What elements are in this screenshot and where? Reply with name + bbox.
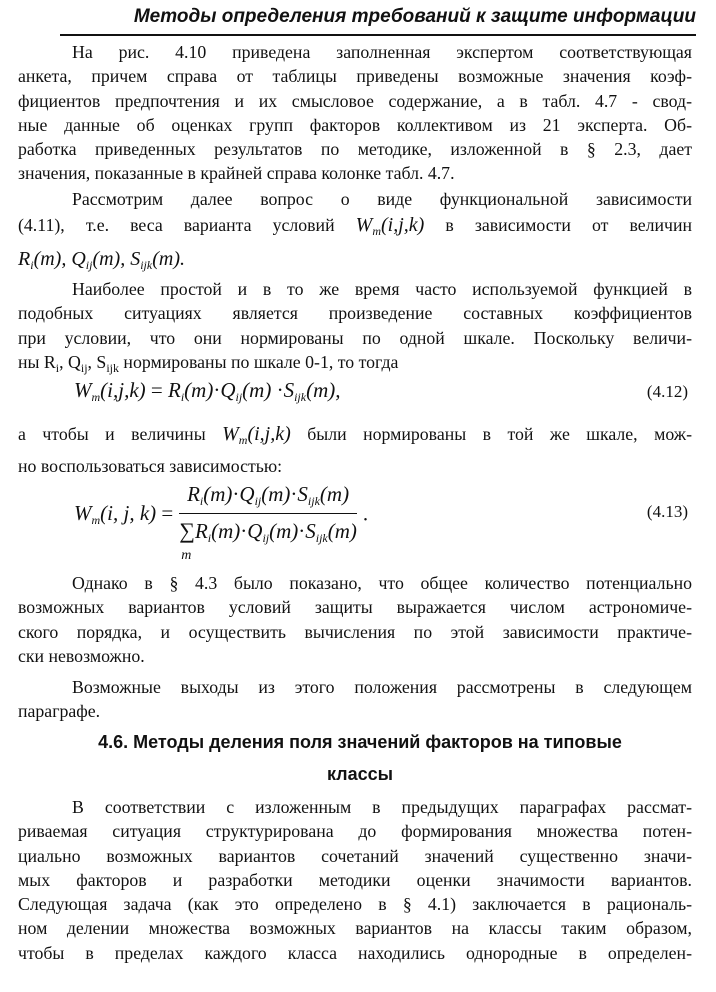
text-line: чтобы в пределах каждого класса находились однородные в определен- (18, 942, 692, 963)
text-line: фициентов предпочтения и их смысловое содержание, а в табл. 4.7 - свод- (18, 90, 692, 111)
text-line: ном делении множества возможных вариантов на классы таким образом, (18, 918, 692, 939)
text-line: ные данные об оценках групп факторов коллективом из 21 эксперта. Об- (18, 114, 692, 135)
paragraph-5 (18, 571, 692, 668)
text-line: параграфе. (18, 701, 101, 722)
fraction-numerator: $R_i(m)\cdot Q_{ij}(m)\cdot S_{ijk}(m)$ (179, 482, 357, 514)
text-line: ски невозможно. (18, 645, 145, 666)
equation-number: (4.12) (646, 382, 688, 401)
paragraph-2 (18, 187, 692, 279)
text-line: Наиболее простой и в то же время часто используемой функцией в (72, 279, 692, 299)
text-line: значения, показанные в крайней справа колонке табл. 4.7. (18, 163, 455, 184)
text-line: возможных вариантов условий защиты выражается числом астрономиче- (18, 597, 692, 618)
weight-symbol: $W_m(i,j,k)$ (355, 214, 425, 239)
equation-number: (4.13) (646, 502, 688, 521)
text-line: ского порядка, и осуществить вычисления по этой зависимости практиче- (18, 621, 692, 642)
text-line: ны $R_i$, $Q_{ij}$, $S_{ijk}$ нормированы по шкале 0-1, то тогда (18, 351, 399, 375)
text-line: Однако в § 4.3 было показано, что общее количество потенциально (72, 573, 692, 593)
text-line: работка приведенных результатов по методике, изложенной в § 2.3, дает (18, 139, 692, 160)
paragraph-1 (18, 40, 692, 186)
section-heading-line: 4.6. Методы деления поля значений факторов на типовые (98, 732, 622, 752)
text-fragment: (4.11), т.е. веса варианта условий (18, 215, 335, 236)
text-line (18, 211, 692, 245)
section-heading-line: классы (326, 764, 394, 784)
equation-4-12 (18, 378, 692, 412)
paragraph-7 (18, 795, 692, 965)
paragraph-6 (18, 675, 692, 724)
sum-index: m (181, 548, 192, 563)
variables-line: $R_i(m)$, $Q_{ij}(m)$, $S_{ijk}(m)$. (18, 248, 185, 273)
text-line: а чтобы и величины $W_m(i,j,k)$ были нормированы в той же шкале, мож- (18, 423, 692, 447)
text-line: риваемая ситуация структурирована до формирования множества потен- (18, 821, 692, 842)
equation-expression: $W_m(i$, j, k) = $R_i(m)\cdot Q_{ij}(m)\cdot S_{ijk}(m)$ $\sum R_i(m)\cdot Q_{ij}(m)\cdot S_{ijk}(m)$ m . (74, 482, 369, 563)
weight-symbol: $W_m(i,j,k)$ (222, 423, 291, 447)
text-line: но воспользоваться зависимостью: (18, 456, 283, 476)
paragraph-4 (18, 420, 692, 478)
section-heading (40, 728, 680, 788)
equation-4-13 (18, 478, 692, 563)
text-line: Возможные выходы из этого положения рассмотрены в следующем (72, 677, 692, 697)
text-line: анкета, причем справа от таблицы приведены возможные значения коэф- (18, 66, 692, 87)
text-line: мых факторов и разработки методики оценки значимости вариантов. (18, 869, 692, 890)
text-line: Следующая задача (как это определено в § 4.1) заключается в рациональ- (18, 894, 692, 915)
running-header: Методы определения требований к защите информации (60, 4, 696, 36)
text-line: В соответствии с изложенным в предыдущих параграфах рассмат- (72, 797, 692, 817)
sum-symbol: ∑ (179, 518, 195, 543)
equation-expression: $W_m(i,j,k) = R_i(m)\cdot Q_{ij}(m) \cdot S_{ijk}(m)$, (74, 378, 341, 404)
fraction-denominator: $\sum R_i(m)\cdot Q_{ij}(m)\cdot S_{ijk}(m)$ m (179, 518, 357, 563)
text-line: при условии, что они нормированы по одной шкале. Поскольку величи- (18, 327, 692, 348)
text-fragment: в зависимости от величин (445, 215, 692, 236)
paragraph-3 (18, 277, 692, 380)
text-line: подобных ситуациях является произведение составных коэффициентов (18, 303, 692, 324)
text-line: На рис. 4.10 приведена заполненная экспертом соответствующая (72, 42, 692, 62)
text-line: Рассмотрим далее вопрос о виде функциональной зависимости (72, 189, 692, 209)
text-line: циально возможных вариантов сочетаний значений существенно значи- (18, 845, 692, 866)
